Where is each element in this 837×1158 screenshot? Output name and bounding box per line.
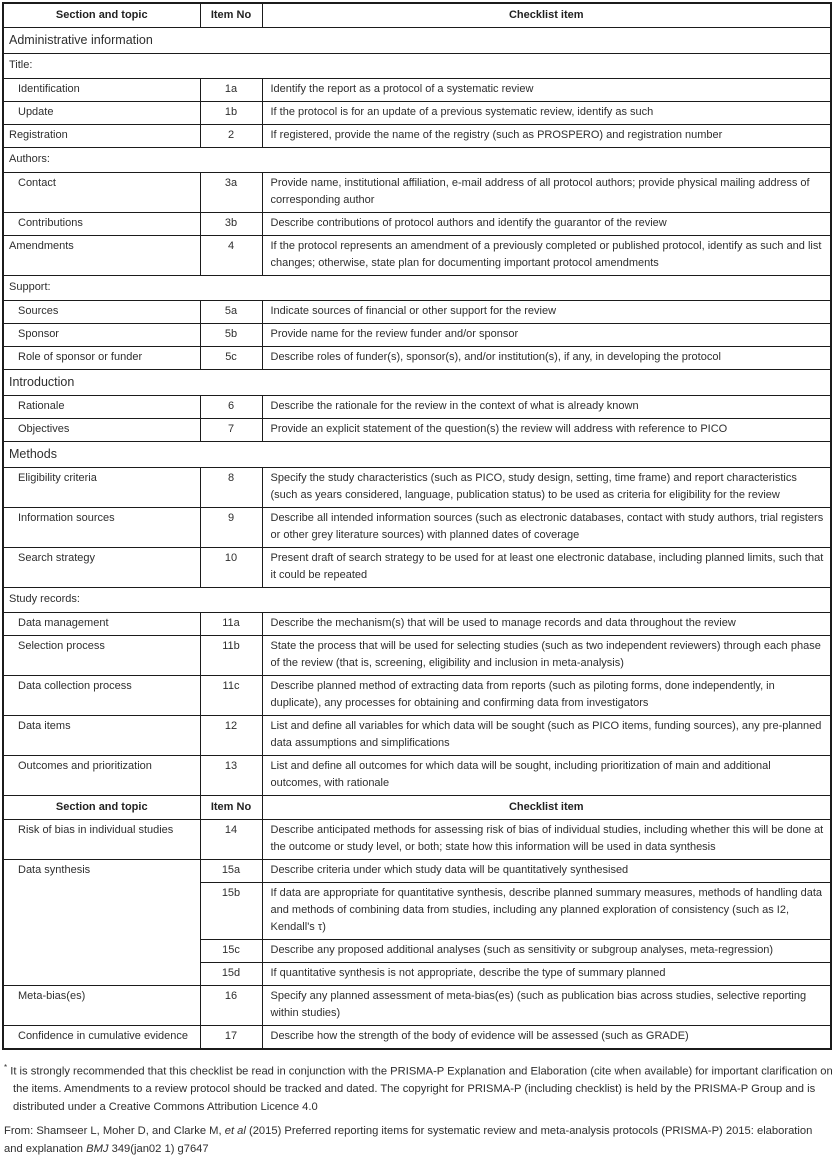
header-section-and-topic: Section and topic (3, 3, 200, 28)
item-no-cell: 15a (200, 860, 262, 883)
checklist-cell: Describe the mechanism(s) that will be used to manage records and data throughout the review (262, 613, 831, 636)
checklist-cell: If registered, provide the name of the registry (such as PROSPERO) and registration number (262, 125, 831, 148)
topic-cell: Rationale (3, 396, 200, 419)
table-row (3, 236, 831, 276)
table-row (3, 125, 831, 148)
table-row (3, 636, 831, 676)
item-no-cell: 17 (200, 1026, 262, 1050)
checklist-cell: Specify any planned assessment of meta-bias(es) (such as publication bias across studies, selective reporting within studies) (262, 986, 831, 1026)
citation-journal: BMJ (86, 1142, 109, 1155)
item-no-cell: 1a (200, 79, 262, 102)
item-no-cell: 11a (200, 613, 262, 636)
item-no-cell: 15b (200, 883, 262, 940)
citation-part-2: (2015) Preferred reporting items for systematic review and meta-analysis protocols (PRISMA-P) 2015: elaboration and explanation (4, 1125, 813, 1155)
header-section-and-topic: Section and topic (3, 796, 200, 820)
footnote-recommendation (4, 1059, 837, 1116)
topic-cell: Risk of bias in individual studies (3, 820, 200, 860)
item-no-cell: 2 (200, 125, 262, 148)
checklist-cell: If the protocol represents an amendment of a previously completed or published protocol, identify as such and list changes; otherwise, state plan for documenting important protocol amendments (262, 236, 831, 276)
topic-cell: Data items (3, 716, 200, 756)
table-row (3, 756, 831, 796)
table-row (3, 213, 831, 236)
item-no-cell: 11c (200, 676, 262, 716)
topic-cell: Contact (3, 173, 200, 213)
item-no-cell: 3b (200, 213, 262, 236)
checklist-cell: Describe any proposed additional analyses (such as sensitivity or subgroup analyses, meta-regression) (262, 940, 831, 963)
topic-cell: Sponsor (3, 324, 200, 347)
subsection-heading-row (3, 276, 831, 301)
item-no-cell: 1b (200, 102, 262, 125)
checklist-cell: If the protocol is for an update of a previous systematic review, identify as such (262, 102, 831, 125)
checklist-cell: Identify the report as a protocol of a systematic review (262, 79, 831, 102)
section-heading-label: Authors: (3, 148, 831, 173)
table-row (3, 820, 831, 860)
checklist-cell: If data are appropriate for quantitative synthesis, describe planned summary measures, methods of handling data and methods of combining data from studies, including any planned exploration of consistency (such as I2, Kendall's τ) (262, 883, 831, 940)
checklist-cell: Specify the study characteristics (such as PICO, study design, setting, time frame) and report characteristics (such as years considered, language, publication status) to be used as criteria for eligibility for the review (262, 468, 831, 508)
table-row (3, 173, 831, 213)
checklist-cell: Describe how the strength of the body of evidence will be assessed (such as GRADE) (262, 1026, 831, 1050)
topic-cell: Registration (3, 125, 200, 148)
table-row (3, 613, 831, 636)
section-heading-label: Study records: (3, 588, 831, 613)
table-row (3, 986, 831, 1026)
topic-cell: Data collection process (3, 676, 200, 716)
topic-cell: Selection process (3, 636, 200, 676)
checklist-cell: Provide an explicit statement of the question(s) the review will address with reference to PICO (262, 419, 831, 442)
checklist-cell: Describe contributions of protocol authors and identify the guarantor of the review (262, 213, 831, 236)
checklist-cell: State the process that will be used for selecting studies (such as two independent reviewers) through each phase of the review (that is, screening, eligibility and inclusion in meta-analysis) (262, 636, 831, 676)
checklist-cell: Present draft of search strategy to be used for at least one electronic database, including planned limits, such that it could be repeated (262, 548, 831, 588)
section-heading-label: Administrative information (3, 28, 831, 54)
topic-cell: Confidence in cumulative evidence (3, 1026, 200, 1050)
table-row (3, 102, 831, 125)
item-no-cell: 12 (200, 716, 262, 756)
checklist-cell: Describe all intended information sources (such as electronic databases, contact with study authors, trial registers or other grey literature sources) with planned dates of coverage (262, 508, 831, 548)
table-row (3, 508, 831, 548)
table-row (3, 301, 831, 324)
topic-cell: Sources (3, 301, 200, 324)
checklist-cell: Describe planned method of extracting data from reports (such as piloting forms, done independently, in duplicate), any processes for obtaining and confirming data from investigators (262, 676, 831, 716)
section-heading-row (3, 442, 831, 468)
table-row (3, 860, 831, 883)
table-row (3, 676, 831, 716)
header-item-no: Item No (200, 796, 262, 820)
checklist-cell: If quantitative synthesis is not appropriate, describe the type of summary planned (262, 963, 831, 986)
checklist-cell: Describe roles of funder(s), sponsor(s), and/or institution(s), if any, in developing the protocol (262, 347, 831, 370)
item-no-cell: 6 (200, 396, 262, 419)
footnote-text: It is strongly recommended that this checklist be read in conjunction with the PRISMA-P Explanation and Elaboration (cite when available) for important clarification on the items. Amendments to a review protocol should be tracked and dated. The copyright for PRISMA-P (including checklist) is held by the PRISMA-P Group and is distributed under a Creative Commons Attribution Licence 4.0 (7, 1065, 833, 1113)
table-row (3, 548, 831, 588)
topic-cell: Data synthesis (3, 860, 200, 986)
item-no-cell: 15d (200, 963, 262, 986)
topic-cell: Search strategy (3, 548, 200, 588)
checklist-cell: Indicate sources of financial or other support for the review (262, 301, 831, 324)
item-no-cell: 3a (200, 173, 262, 213)
section-heading-label: Support: (3, 276, 831, 301)
subsection-heading-row (3, 148, 831, 173)
header-item-no: Item No (200, 3, 262, 28)
section-heading-label: Title: (3, 54, 831, 79)
prisma-p-checklist-table (2, 2, 832, 1050)
item-no-cell: 13 (200, 756, 262, 796)
checklist-cell: Describe the rationale for the review in the context of what is already known (262, 396, 831, 419)
header-row (3, 796, 831, 820)
header-row (3, 3, 831, 28)
topic-cell: Amendments (3, 236, 200, 276)
table-row (3, 468, 831, 508)
table-row (3, 396, 831, 419)
item-no-cell: 4 (200, 236, 262, 276)
citation-et-al: et al (224, 1125, 246, 1138)
topic-cell: Outcomes and prioritization (3, 756, 200, 796)
checklist-cell: Provide name for the review funder and/or sponsor (262, 324, 831, 347)
checklist-cell: Provide name, institutional affiliation, e-mail address of all protocol authors; provide physical mailing address of corresponding author (262, 173, 831, 213)
item-no-cell: 8 (200, 468, 262, 508)
item-no-cell: 9 (200, 508, 262, 548)
checklist-cell: Describe criteria under which study data will be quantitatively synthesised (262, 860, 831, 883)
checklist-table-body (3, 3, 831, 1049)
topic-cell: Objectives (3, 419, 200, 442)
citation-part-0: From: Shamseer L, Moher D, and Clarke M, (4, 1125, 225, 1138)
topic-cell: Meta-bias(es) (3, 986, 200, 1026)
section-heading-row (3, 28, 831, 54)
item-no-cell: 11b (200, 636, 262, 676)
topic-cell: Role of sponsor or funder (3, 347, 200, 370)
table-row (3, 324, 831, 347)
header-checklist-item: Checklist item (262, 3, 831, 28)
topic-cell: Information sources (3, 508, 200, 548)
subsection-heading-row (3, 588, 831, 613)
checklist-cell: List and define all variables for which data will be sought (such as PICO items, funding sources), any pre-planned data assumptions and simplifications (262, 716, 831, 756)
item-no-cell: 5c (200, 347, 262, 370)
table-row (3, 716, 831, 756)
table-row (3, 1026, 831, 1050)
footnote-asterisk-marker: * (4, 1063, 8, 1072)
table-row (3, 419, 831, 442)
header-checklist-item: Checklist item (262, 796, 831, 820)
section-heading-label: Methods (3, 442, 831, 468)
section-heading-label: Introduction (3, 370, 831, 396)
topic-cell: Identification (3, 79, 200, 102)
section-heading-row (3, 370, 831, 396)
topic-cell: Update (3, 102, 200, 125)
table-row (3, 347, 831, 370)
subsection-heading-row (3, 54, 831, 79)
item-no-cell: 14 (200, 820, 262, 860)
checklist-cell: List and define all outcomes for which data will be sought, including prioritization of main and additional outcomes, with rationale (262, 756, 831, 796)
item-no-cell: 7 (200, 419, 262, 442)
topic-cell: Eligibility criteria (3, 468, 200, 508)
item-no-cell: 16 (200, 986, 262, 1026)
citation (4, 1123, 824, 1158)
item-no-cell: 5b (200, 324, 262, 347)
citation-part-4: 349(jan02 1) g7647 (108, 1142, 209, 1155)
item-no-cell: 10 (200, 548, 262, 588)
item-no-cell: 5a (200, 301, 262, 324)
topic-cell: Data management (3, 613, 200, 636)
item-no-cell: 15c (200, 940, 262, 963)
checklist-cell: Describe anticipated methods for assessing risk of bias of individual studies, including whether this will be done at the outcome or study level, or both; state how this information will be used in data synthesis (262, 820, 831, 860)
table-row (3, 79, 831, 102)
topic-cell: Contributions (3, 213, 200, 236)
